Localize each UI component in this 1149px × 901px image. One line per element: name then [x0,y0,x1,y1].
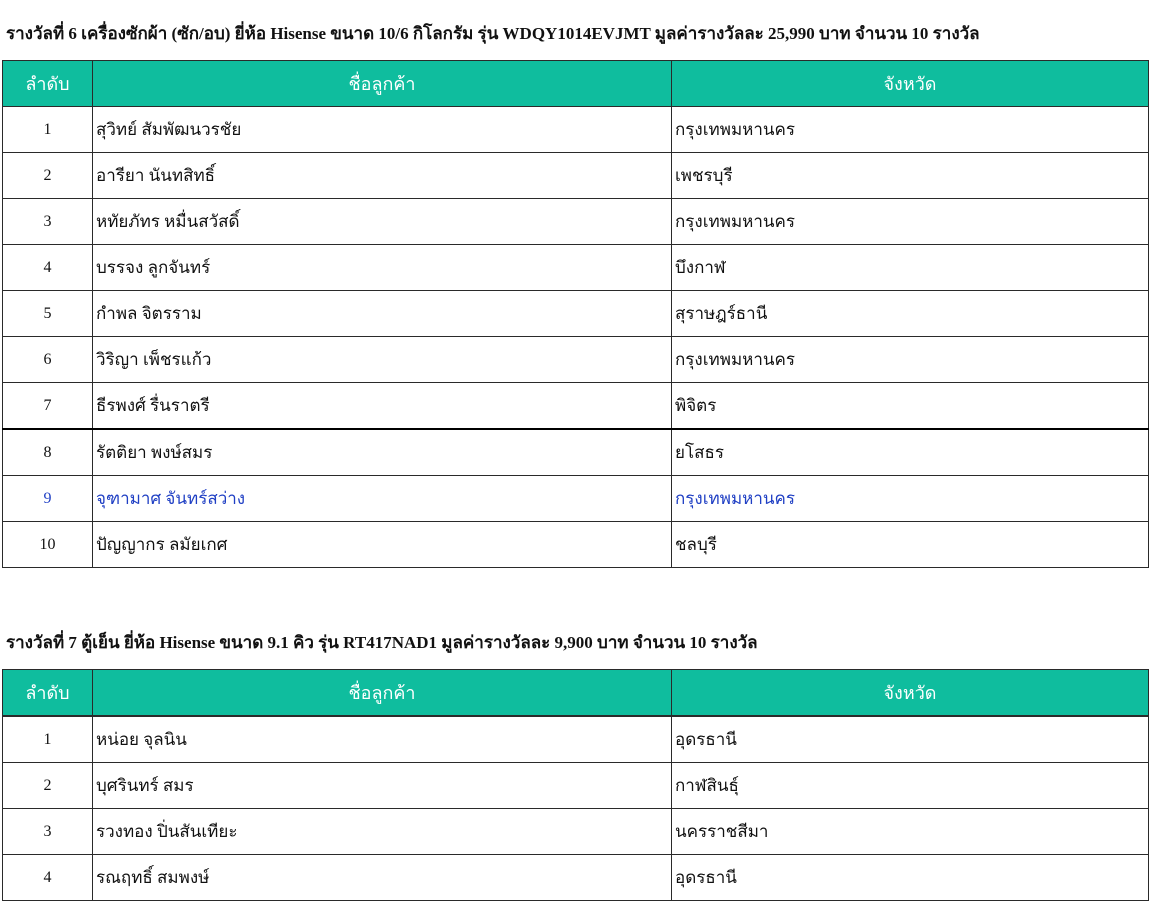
province: กรุงเทพมหานคร [672,107,1149,153]
province: บึงกาฬ [672,245,1149,291]
column-header-province: จังหวัด [672,61,1149,107]
table-row [3,153,1149,199]
customer-name: สุวิทย์ สัมพัฒนวรชัย [93,107,672,153]
province: กรุงเทพมหานคร [672,199,1149,245]
column-header-name: ชื่อลูกค้า [93,61,672,107]
table-row-highlighted [3,476,1149,522]
customer-name: จุฑามาศ จันทร์สว่าง [93,476,672,522]
province: นครราชสีมา [672,809,1149,855]
table-row [3,522,1149,568]
province: กรุงเทพมหานคร [672,476,1149,522]
row-number: 2 [3,763,93,809]
row-number: 9 [3,476,93,522]
row-number: 3 [3,199,93,245]
prize-7-table [2,669,1149,901]
customer-name: บุศรินทร์ สมร [93,763,672,809]
table-row [3,809,1149,855]
table-row [3,855,1149,901]
customer-name: รัตติยา พงษ์สมร [93,429,672,476]
customer-name: กำพล จิตรราม [93,291,672,337]
prize-7-title: รางวัลที่ 7 ตู้เย็น ยี่ห้อ Hisense ขนาด 9.1 คิว รุ่น RT417NAD1 มูลค่ารางวัลละ 9,900 บาท จำนวน 10 รางวัล [6,633,758,652]
table-header-row [3,670,1149,717]
row-number: 10 [3,522,93,568]
table-row [3,199,1149,245]
table-row [3,429,1149,476]
province: ชลบุรี [672,522,1149,568]
province: สุราษฎร์ธานี [672,291,1149,337]
row-number: 6 [3,337,93,383]
customer-name: รวงทอง ปิ่นสันเทียะ [93,809,672,855]
table-row [3,383,1149,430]
prize-7-section [0,631,1149,887]
customer-name: รณฤทธิ์ สมพงษ์ [93,855,672,901]
row-number: 8 [3,429,93,476]
column-header-number: ลำดับ [3,61,93,107]
row-number: 5 [3,291,93,337]
customer-name: หทัยภัทร หมื่นสวัสดิ์ [93,199,672,245]
customer-name: บรรจง ลูกจันทร์ [93,245,672,291]
province: กรุงเทพมหานคร [672,337,1149,383]
customer-name: อารียา นันทสิทธิ์ [93,153,672,199]
table-row [3,245,1149,291]
province: อุดรธานี [672,855,1149,901]
province: อุดรธานี [672,716,1149,763]
province: ยโสธร [672,429,1149,476]
row-number: 1 [3,716,93,763]
province: พิจิตร [672,383,1149,430]
row-number: 7 [3,383,93,430]
column-header-province: จังหวัด [672,670,1149,717]
row-number: 1 [3,107,93,153]
row-number: 2 [3,153,93,199]
table-row [3,337,1149,383]
table-header-row [3,61,1149,107]
table-row [3,763,1149,809]
table-row [3,291,1149,337]
column-header-number: ลำดับ [3,670,93,717]
row-number: 4 [3,245,93,291]
province: เพชรบุรี [672,153,1149,199]
prize-6-title: รางวัลที่ 6 เครื่องซักผ้า (ซัก/อบ) ยี่ห้อ Hisense ขนาด 10/6 กิโลกรัม รุ่น WDQY1014EVJMT มูลค่ารางวัลละ 25,990 บาท จำนวน 10 รางวัล [6,24,980,43]
customer-name: วิริญา เพ็ชรแก้ว [93,337,672,383]
table-row [3,716,1149,763]
prize-6-section [0,22,1149,554]
row-number: 3 [3,809,93,855]
prize-6-table [2,60,1149,568]
table-row [3,107,1149,153]
customer-name: หน่อย จุลนิน [93,716,672,763]
province: กาฬสินธุ์ [672,763,1149,809]
row-number: 4 [3,855,93,901]
column-header-name: ชื่อลูกค้า [93,670,672,717]
customer-name: ปัญญากร ลมัยเกศ [93,522,672,568]
customer-name: ธีรพงศ์ รื่นราตรี [93,383,672,430]
